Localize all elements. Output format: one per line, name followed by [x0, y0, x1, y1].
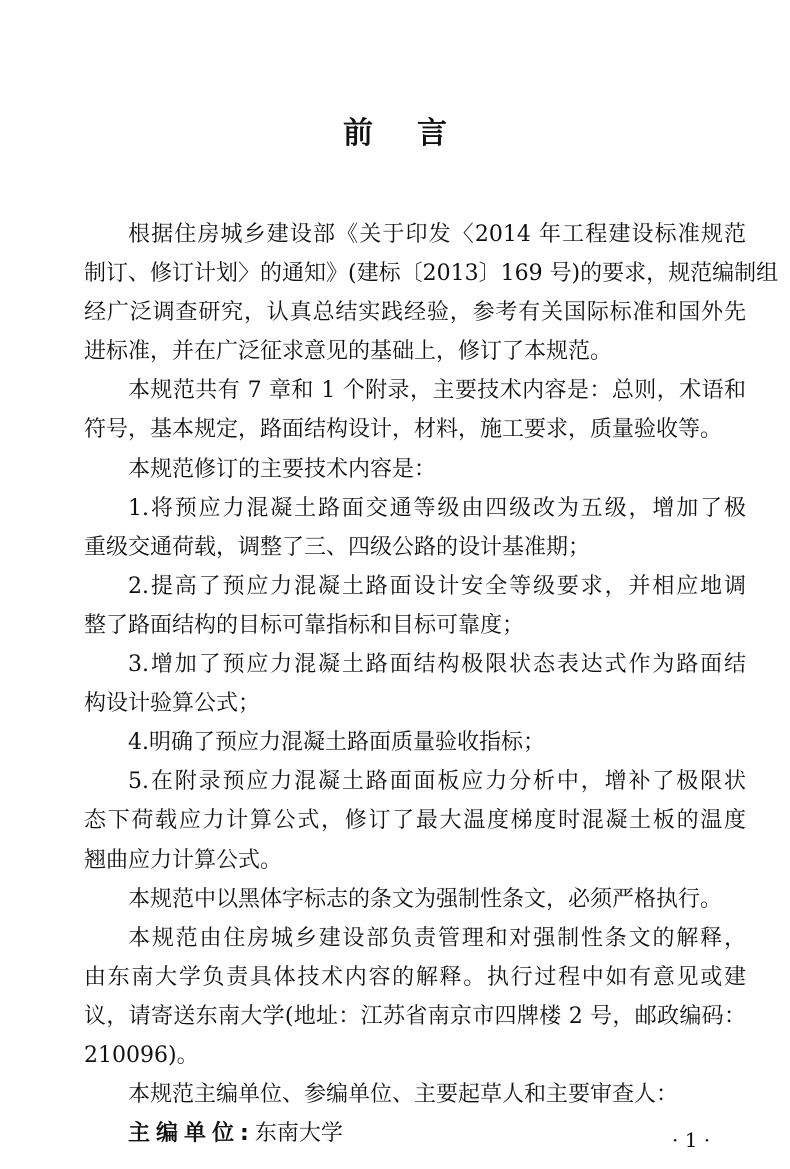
paragraph — [84, 919, 746, 1075]
text-line: 构设计验算公式； — [84, 691, 261, 717]
text-line: 符号，基本规定，路面结构设计，材料，施工要求，质量验收等。 — [84, 417, 723, 443]
paragraph — [84, 762, 746, 879]
text-line: 本规范共有 7 章和 1 个附录，主要技术内容是：总则，术语和 — [128, 378, 746, 404]
text-line: 210096)。 — [84, 1042, 199, 1068]
paragraph — [84, 723, 746, 762]
text-line: 议，请寄送东南大学(地址：江苏省南京市四牌楼 2 号，邮政编码： — [84, 1003, 746, 1029]
paragraph — [84, 1075, 746, 1114]
text-line: 态下荷载应力计算公式，修订了最大温度梯度时混凝土板的温度 — [84, 808, 746, 834]
text-line: 2.提高了预应力混凝土路面设计安全等级要求，并相应地调 — [128, 573, 746, 599]
text-line: 本规范主编单位、参编单位、主要起草人和主要审查人： — [128, 1082, 679, 1108]
text-line: 根据住房城乡建设部《关于印发〈2014 年工程建设标准规范 — [128, 222, 746, 247]
paragraph — [84, 489, 746, 567]
paragraph — [84, 215, 779, 371]
paragraph — [84, 880, 746, 919]
text-line: 本规范修订的主要技术内容是： — [128, 456, 437, 482]
page-number: · 1 · — [672, 1128, 711, 1152]
text-line: 经广泛调查研究，认真总结实践经验，参考有关国际标准和国外先 — [84, 300, 746, 326]
text-line: 1.将预应力混凝土路面交通等级由四级改为五级，增加了极 — [128, 495, 746, 521]
page-title: 前言 — [343, 116, 491, 151]
chief-unit-value: 东南大学 — [254, 1121, 343, 1147]
text-line: 本规范由住房城乡建设部负责管理和对强制性条文的解释， — [128, 925, 746, 951]
paragraph — [84, 645, 746, 723]
text-line: 5.在附录预应力混凝土路面面板应力分析中，增补了极限状 — [128, 769, 746, 795]
text-line: 3.增加了预应力混凝土路面结构极限状态表达式作为路面结 — [128, 652, 746, 678]
chief-unit-label: 主编单位: — [128, 1121, 255, 1147]
text-line: 4.明确了预应力混凝土路面质量验收指标； — [128, 730, 545, 756]
text-line: 整了路面结构的目标可靠指标和目标可靠度； — [84, 612, 525, 638]
text-line: 进标准，并在广泛征求意见的基础上，修订了本规范。 — [84, 339, 613, 365]
preface-body — [84, 215, 779, 1153]
text-line: 重级交通荷载，调整了三、四级公路的设计基准期； — [84, 534, 591, 560]
chief-unit — [84, 1114, 746, 1153]
paragraph — [84, 567, 746, 645]
text-line: 由东南大学负责具体技术内容的解释。执行过程中如有意见或建 — [84, 964, 746, 990]
text-line: 制订、修订计划〉的通知》(建标〔2013〕169 号)的要求，规范编制组 — [84, 261, 779, 287]
text-line: 翘曲应力计算公式。 — [84, 847, 283, 873]
paragraph — [84, 371, 746, 449]
text-line: 本规范中以黑体字标志的条文为强制性条文，必须严格执行。 — [128, 886, 723, 912]
paragraph — [84, 450, 746, 489]
